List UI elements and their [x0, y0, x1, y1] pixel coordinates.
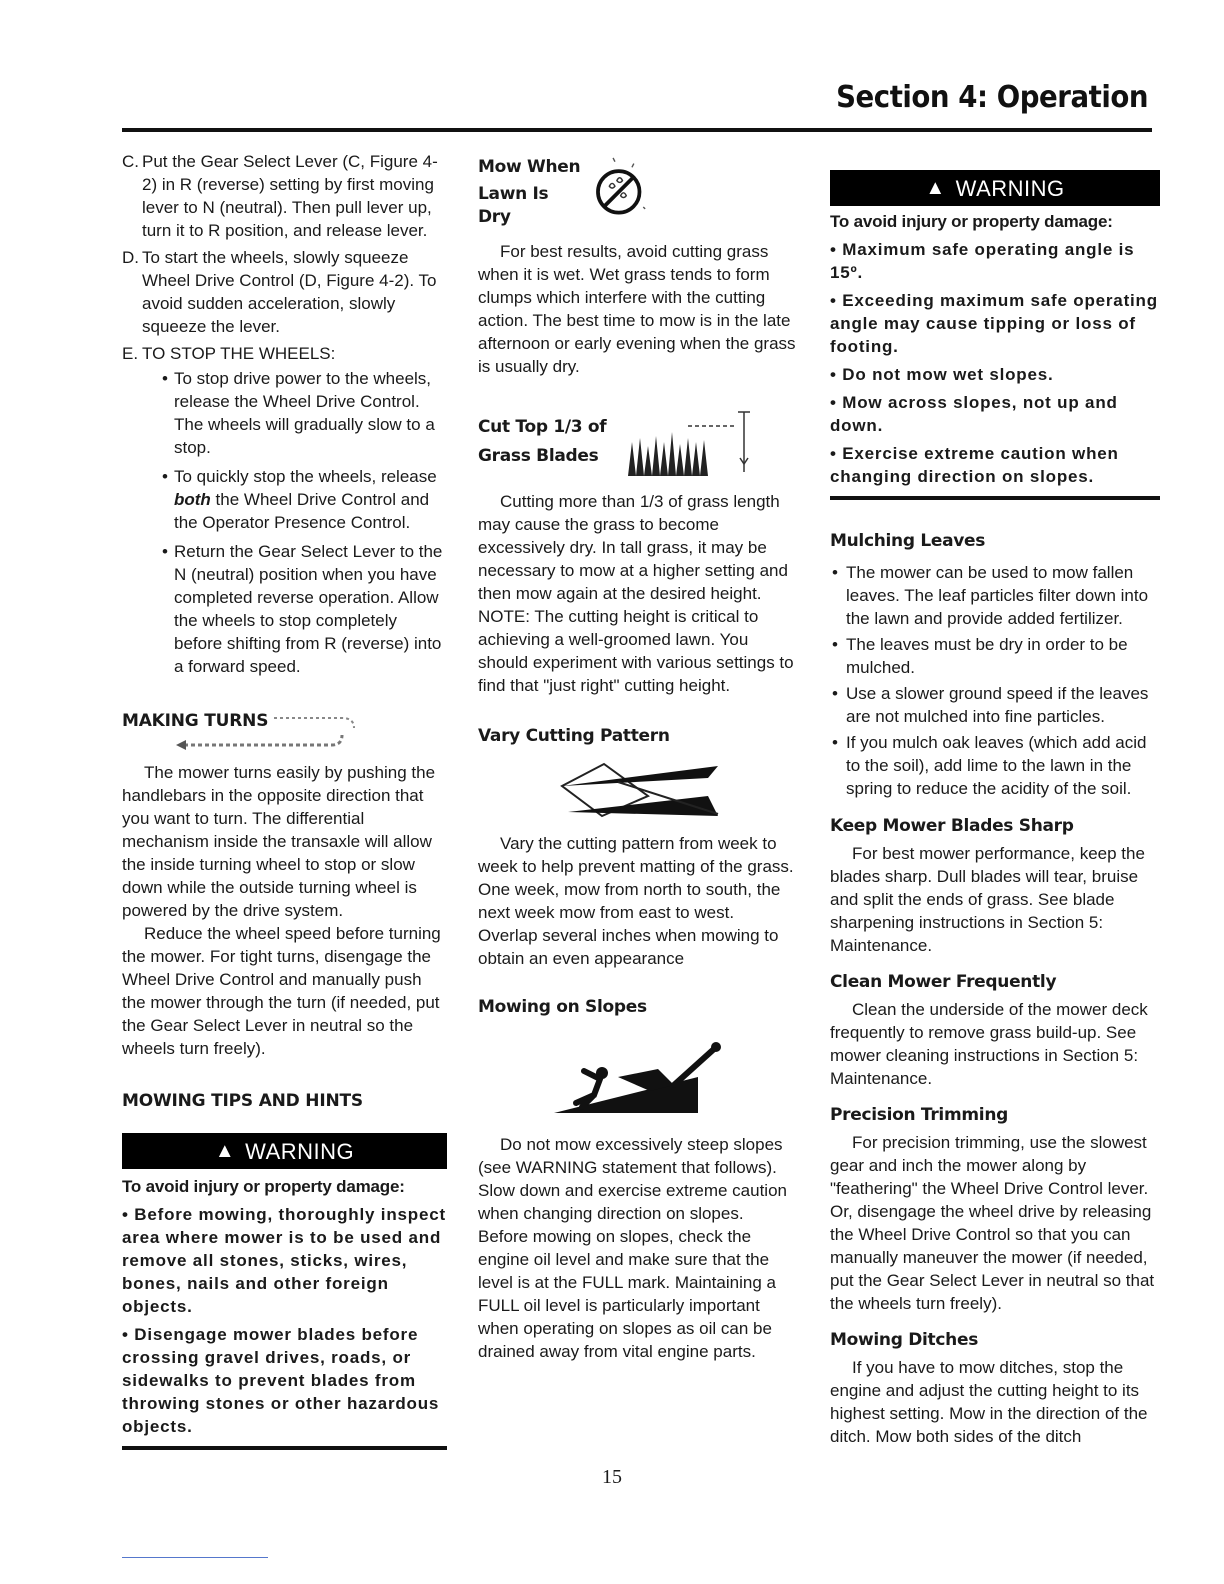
- warning-item: • Exercise extreme caution when changing direction on slopes.: [830, 444, 1119, 486]
- vary-pattern-paragraph: Vary the cutting pattern from week to week to help prevent matting of the grass. One week, mow from north to south, the next week mow from east to west. Overlap several inches when mowing to obtain an even appearance: [478, 834, 794, 968]
- footer-rule: [122, 1557, 268, 1558]
- heading-line: Cut Top 1/3 of: [478, 417, 607, 437]
- warning-label: WARNING: [245, 1138, 355, 1164]
- trimming-paragraph: For precision trimming, use the slowest gear and inch the mower along by "feathering" the Wheel Drive Control lever. Or, disengage the wheel drive by releasing the Wheel Drive Control so that you can manually maneuver the mower (if needed, put the Gear Select Lever in neutral so that the wheels turn freely).: [830, 1133, 1155, 1313]
- warning-item-text: Exceeding maximum safe operating angle may cause tipping or loss of footing.: [830, 291, 1158, 356]
- making-turns-heading: [122, 710, 447, 733]
- warning-item: • Disengage mower blades before crossing gravel drives, roads, or sidewalks to prevent blades from throwing stones or other hazardous objects.: [122, 1325, 440, 1436]
- cutting-pattern-icon: [478, 756, 798, 826]
- ditches-heading: Mowing Ditches: [830, 1330, 979, 1350]
- turns-paragraph: Reduce the wheel speed before turning the mower. For tight turns, disengage the Wheel Drive Control and manually push the mower through the turn (if needed, put the Gear Select Lever in neutral so the wheels turn freely).: [122, 924, 441, 1058]
- warning-item-text: Exercise extreme caution when changing direction on slopes.: [830, 444, 1119, 486]
- list-item: • To stop drive power to the wheels, release the Wheel Drive Control. The wheels will gradually slow to a stop.: [162, 367, 447, 459]
- warning-label: WARNING: [955, 175, 1065, 201]
- warning-item: • Do not mow wet slopes.: [830, 365, 1054, 384]
- mulching-heading: Mulching Leaves: [830, 531, 986, 551]
- warning-banner: [122, 1133, 447, 1169]
- grass-blades-icon: [618, 402, 768, 482]
- heading-text: MAKING TURNS: [122, 711, 269, 731]
- slopes-heading: Mowing on Slopes: [478, 997, 647, 1017]
- step-c: [122, 150, 447, 242]
- turn-arrow-icon: [172, 733, 352, 755]
- clean-mower-heading: Clean Mower Frequently: [830, 972, 1057, 992]
- warning-item: • Exceeding maximum safe operating angle may cause tipping or loss of footing.: [830, 291, 1158, 356]
- heading-line: Grass Blades: [478, 446, 599, 466]
- slopes-paragraph: Do not mow excessively steep slopes (see WARNING statement that follows). Slow down and exercise extreme caution when changing direction on slopes. Before mowing on slopes, check the engine oil level and make sure that the level is at the FULL mark. Maintaining a FULL oil level is particularly important when operating on slopes as oil can be drained away from vital engine parts.: [478, 1135, 787, 1361]
- step-e: [122, 342, 447, 365]
- ditches-paragraph: If you have to mow ditches, stop the engine and adjust the cutting height to its highest setting. Mow in the direction of the ditch. Mow both sides of the ditch: [830, 1358, 1148, 1446]
- column-middle: [478, 150, 798, 1363]
- warning-item: • Maximum safe operating angle is 15º.: [830, 240, 1135, 282]
- step-text: To start the wheels, slowly squeeze Wheel Drive Control (D, Figure 4-2). To avoid sudden acceleration, slowly squeeze the lever.: [142, 248, 437, 336]
- step-letter: C.: [122, 152, 139, 171]
- heading-line: Mow When: [478, 157, 581, 177]
- heading-line: Lawn Is Dry: [478, 184, 549, 227]
- clean-mower-paragraph: Clean the underside of the mower deck frequently to remove grass build-up. See mower cleaning instructions in Section 5: Maintenance.: [830, 1000, 1148, 1088]
- list-item: • Return the Gear Select Lever to the N (neutral) position when you have completed reverse operation. Allow the wheels to stop completely before shifting from R (reverse) into a forward speed.: [162, 540, 447, 678]
- warning-triangle-icon: ▲: [214, 1139, 236, 1162]
- warning-subtitle: To avoid injury or property damage:: [830, 212, 1113, 231]
- no-rain-icon: [581, 150, 656, 230]
- warning-item: • Mow across slopes, not up and down.: [830, 393, 1118, 435]
- cut-top-header: [478, 394, 798, 490]
- turns-paragraph: The mower turns easily by pushing the handlebars in the opposite direction that you want to turn. The differential mechanism inside the transaxle will allow the inside turning wheel to stop or slow down while the outside turning wheel is powered by the drive system.: [122, 763, 436, 920]
- step-text: TO STOP THE WHEELS:: [142, 344, 336, 363]
- list-item: • Use a slower ground speed if the leaves are not mulched into fine particles.: [830, 682, 1160, 728]
- cut-top-heading: [478, 416, 606, 468]
- vary-pattern-heading: Vary Cutting Pattern: [478, 726, 670, 746]
- warning-subtitle: To avoid injury or property damage:: [122, 1177, 405, 1196]
- list-item: • The leaves must be dry in order to be mulched.: [830, 633, 1160, 679]
- section-title: Section 4: Operation: [836, 80, 1148, 115]
- sharp-blades-heading: Keep Mower Blades Sharp: [830, 816, 1074, 836]
- list-item: [162, 465, 447, 534]
- trimming-heading: Precision Trimming: [830, 1105, 1008, 1125]
- dry-lawn-heading: [478, 156, 581, 229]
- header-rule: [122, 128, 1152, 132]
- step-letter: D.: [122, 248, 139, 267]
- cut-top-paragraph: Cutting more than 1/3 of grass length may cause the grass to become excessively dry. In tall grass, it may be necessary to mow at a higher setting and then mow again at the desired height. NOTE: The cutting height is critical to achieving a well-groomed lawn. You should experiment with various settings to find that "just right" cutting height.: [478, 492, 794, 695]
- warning-item-text: Mow across slopes, not up and down.: [830, 393, 1118, 435]
- emphasis-text: both: [174, 490, 211, 509]
- page-number: 15: [602, 1466, 622, 1488]
- warning-banner: [830, 170, 1160, 206]
- warning-item-text: Maximum safe operating angle is 15º.: [830, 240, 1135, 282]
- list-item-text: the Wheel Drive Control and the Operator Presence Control.: [174, 490, 430, 532]
- warning-triangle-icon: ▲: [925, 176, 946, 199]
- warning-item: • Before mowing, thoroughly inspect area where mower is to be used and remove all stones, sticks, wires, bones, nails and other foreign objects.: [122, 1205, 446, 1316]
- mulching-list: [830, 561, 1160, 800]
- warning-item-text: Disengage mower blades before crossing gravel drives, roads, or sidewalks to prevent blades from throwing stones or other hazardous objects.: [122, 1325, 440, 1436]
- list-item-text: To quickly stop the wheels, release: [174, 467, 437, 486]
- dry-lawn-header: [478, 150, 798, 232]
- step-d: [122, 246, 447, 338]
- warning-rule: [122, 1446, 447, 1450]
- step-text: Put the Gear Select Lever (C, Figure 4-2) in R (reverse) setting by first moving lever to N (neutral). Then pull lever up, turn it to R position, and release lever.: [142, 152, 438, 240]
- slope-mowing-icon: [478, 1033, 798, 1123]
- stop-wheels-list: [122, 367, 447, 678]
- tips-heading: MOWING TIPS AND HINTS: [122, 1091, 363, 1111]
- list-item: • If you mulch oak leaves (which add acid to the soil), add lime to the lawn in the spring to reduce the acidity of the soil.: [830, 731, 1160, 800]
- column-left: [122, 150, 447, 1450]
- dry-lawn-paragraph: For best results, avoid cutting grass when it is wet. Wet grass tends to form clumps which interfere with the cutting action. The best time to mow is in the late afternoon or early evening when the grass is usually dry.: [478, 242, 796, 376]
- warning-item-text: Do not mow wet slopes.: [842, 365, 1054, 384]
- turn-arrow-icon: [272, 712, 362, 732]
- step-letter: E.: [122, 344, 139, 363]
- list-item: • The mower can be used to mow fallen leaves. The leaf particles filter down into the lawn and provide added fertilizer.: [830, 561, 1160, 630]
- column-right: [830, 150, 1160, 1448]
- sharp-blades-paragraph: For best mower performance, keep the blades sharp. Dull blades will tear, bruise and split the ends of grass. See blade sharpening instructions in Section 5: Maintenance.: [830, 844, 1145, 955]
- warning-item-text: Before mowing, thoroughly inspect area where mower is to be used and remove all stones, sticks, wires, bones, nails and other foreign objects.: [122, 1205, 446, 1316]
